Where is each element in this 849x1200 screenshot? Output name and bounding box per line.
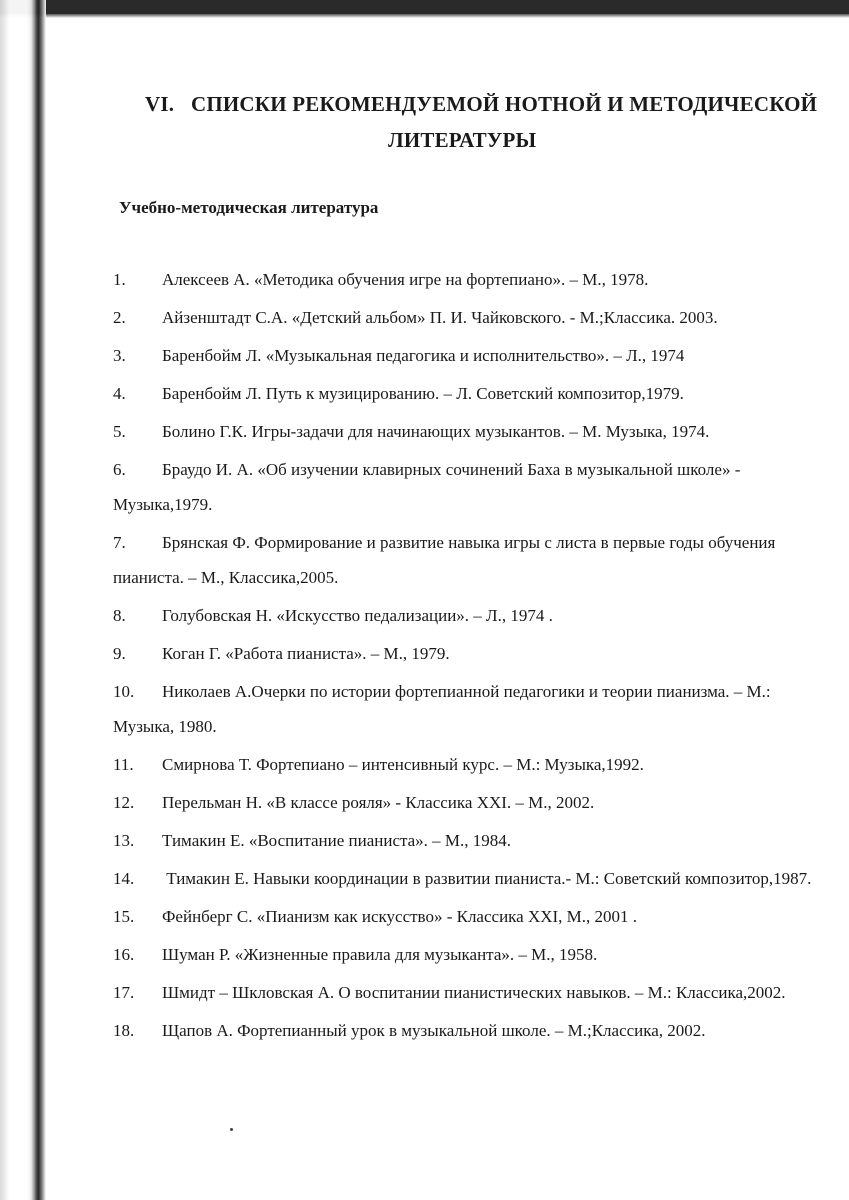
list-item bbox=[113, 937, 813, 972]
list-item-text: Фейнберг С. «Пианизм как искусство» - Классика XXI, М., 2001 . bbox=[162, 907, 638, 926]
list-item-number: 7. bbox=[113, 533, 126, 552]
reference-list bbox=[113, 262, 813, 1051]
list-item-number: 9. bbox=[113, 644, 126, 663]
list-item bbox=[113, 785, 813, 820]
list-item bbox=[113, 338, 813, 373]
list-item bbox=[113, 674, 813, 744]
list-item bbox=[113, 747, 813, 782]
list-item-number: 3. bbox=[113, 346, 126, 365]
list-item-number: 5. bbox=[113, 422, 126, 441]
list-item bbox=[113, 262, 813, 297]
title-number: VI. bbox=[145, 92, 175, 116]
list-item-number: 14. bbox=[113, 869, 135, 888]
list-item-text: Перельман Н. «В классе рояля» - Классика XXI. – М., 2002. bbox=[162, 793, 595, 812]
list-item bbox=[113, 376, 813, 411]
list-item-number: 12. bbox=[113, 793, 135, 812]
list-item bbox=[113, 899, 813, 934]
list-item-number: 15. bbox=[113, 907, 135, 926]
list-item-number: 11. bbox=[113, 755, 134, 774]
list-item-text: Браудо И. А. «Об изучении клавирных сочинений Баха в музыкальной школе» - Музыка,1979. bbox=[113, 460, 741, 514]
title-line-2: ЛИТЕРАТУРЫ bbox=[388, 128, 537, 152]
list-item bbox=[113, 975, 813, 1010]
list-item-text: Коган Г. «Работа пианиста». – М., 1979. bbox=[162, 644, 450, 663]
list-item-number: 18. bbox=[113, 1021, 135, 1040]
list-item bbox=[113, 598, 813, 633]
list-item-number: 17. bbox=[113, 983, 135, 1002]
list-item-text: Шмидт – Шкловская А. О воспитании пианистических навыков. – М.: Классика,2002. bbox=[162, 983, 786, 1002]
scan-binding-shadow bbox=[0, 0, 46, 1200]
scan-speck bbox=[230, 1128, 233, 1131]
list-item-number: 13. bbox=[113, 831, 135, 850]
list-item bbox=[113, 861, 813, 896]
list-item-number: 8. bbox=[113, 606, 126, 625]
list-item bbox=[113, 636, 813, 671]
list-item-text: Голубовская Н. «Искусство педализации». – Л., 1974 . bbox=[162, 606, 553, 625]
list-item-text: Шуман Р. «Жизненные правила для музыканта». – М., 1958. bbox=[162, 945, 598, 964]
list-item-text: Брянская Ф. Формирование и развитие навыка игры с листа в первые годы обучения пианиста. – М., Классика,2005. bbox=[113, 533, 776, 587]
list-item bbox=[113, 525, 813, 595]
list-item-number: 1. bbox=[113, 270, 126, 289]
list-item-text: Айзенштадт С.А. «Детский альбом» П. И. Чайковского. - М.;Классика. 2003. bbox=[162, 308, 718, 327]
list-item-number: 4. bbox=[113, 384, 126, 403]
section-heading: Учебно-методическая литература bbox=[119, 198, 379, 217]
list-item-text: Щапов А. Фортепианный урок в музыкальной школе. – М.;Классика, 2002. bbox=[162, 1021, 706, 1040]
list-item bbox=[113, 1013, 813, 1048]
list-item-text: Болино Г.К. Игры-задачи для начинающих музыкантов. – М. Музыка, 1974. bbox=[162, 422, 710, 441]
list-item-text: Тимакин Е. «Воспитание пианиста». – М., 1984. bbox=[162, 831, 512, 850]
list-item-number: 10. bbox=[113, 682, 135, 701]
list-item-text: Николаев А.Очерки по истории фортепианной педагогики и теории пианизма. – М.: Музыка, 1980. bbox=[113, 682, 771, 736]
title-text-1: СПИСКИ РЕКОМЕНДУЕМОЙ НОТНОЙ И МЕТОДИЧЕСКОЙ bbox=[191, 92, 818, 116]
list-item bbox=[113, 300, 813, 335]
list-item-text: Баренбойм Л. Путь к музицированию. – Л. Советский композитор,1979. bbox=[162, 384, 684, 403]
list-item-text: Смирнова Т. Фортепиано – интенсивный курс. – М.: Музыка,1992. bbox=[162, 755, 644, 774]
list-item bbox=[113, 452, 813, 522]
list-item-number: 2. bbox=[113, 308, 126, 327]
list-item bbox=[113, 823, 813, 858]
list-item-text: Тимакин Е. Навыки координации в развитии пианиста.- М.: Советский композитор,1987. bbox=[162, 869, 812, 888]
list-item-number: 16. bbox=[113, 945, 135, 964]
list-item bbox=[113, 414, 813, 449]
list-item-text: Алексеев А. «Методика обучения игре на фортепиано». – М., 1978. bbox=[162, 270, 649, 289]
scan-top-edge bbox=[0, 0, 849, 14]
list-item-text: Баренбойм Л. «Музыкальная педагогика и исполнительство». – Л., 1974 bbox=[162, 346, 685, 365]
title-line-1 bbox=[145, 92, 817, 117]
list-item-number: 6. bbox=[113, 460, 126, 479]
